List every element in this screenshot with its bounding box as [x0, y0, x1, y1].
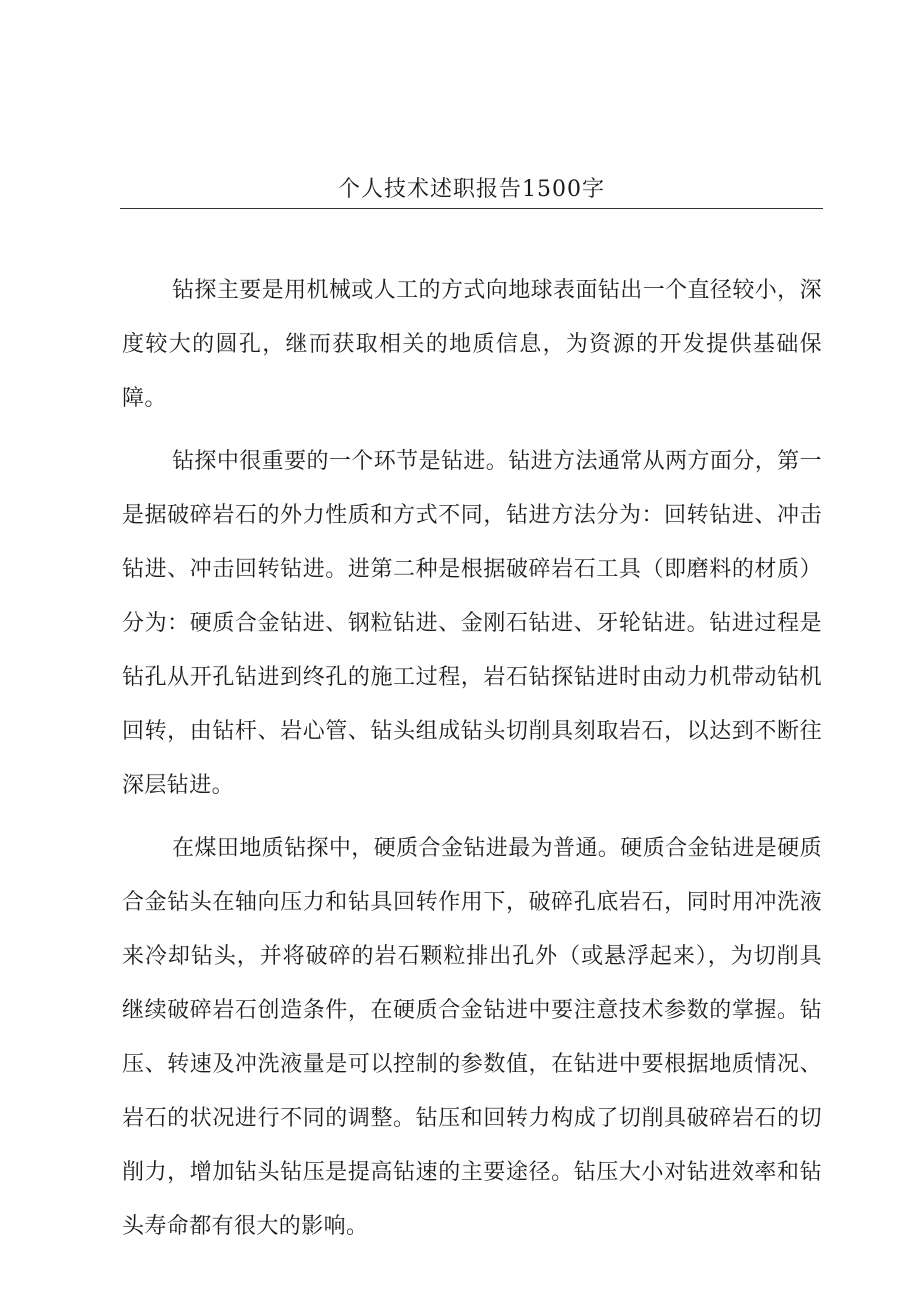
paragraph: 钻探中很重要的一个环节是钻进。钻进方法通常从两方面分，第一是据破碎岩石的外力性质和方式不同，钻进方法分为：回转钻进、冲击钻进、冲击回转钻进。进第二种是根据破碎岩石工具（即磨料的材质）分为：硬质合金钻进、钢粒钻进、金刚石钻进、牙轮钻进。钻进过程是钻孔从开孔钻进到终孔的施工过程，岩石钻探钻进时由动力机带动钻机回转，由钻杆、岩心管、钻头组成钻头切削具刻取岩石，以达到不断往深层钻进。	[122, 449, 822, 798]
document-body	[122, 264, 822, 1263]
document-title: 个人技术述职报告1500字	[338, 177, 605, 202]
page-header	[120, 172, 823, 209]
paragraph: 在煤田地质钻探中，硬质合金钻进最为普通。硬质合金钻进是硬质合金钻头在轴向压力和钻具回转作用下，破碎孔底岩石，同时用冲洗液来冷却钻头，并将破碎的岩石颗粒排出孔外（或悬浮起来），为切削具继续破碎岩石创造条件，在硬质合金钻进中要注意技术参数的掌握。钻压、转速及冲洗液量是可以控制的参数值，在钻进中要根据地质情况、岩石的状况进行不同的调整。钻压和回转力构成了切削具破碎岩石的切削力，增加钻头钻压是提高钻速的主要途径。钻压大小对钻进效率和钻头寿命都有很大的影响。	[122, 836, 822, 1239]
paragraph: 钻探主要是用机械或人工的方式向地球表面钻出一个直径较小，深度较大的圆孔，继而获取相关的地质信息，为资源的开发提供基础保障。	[122, 278, 822, 411]
